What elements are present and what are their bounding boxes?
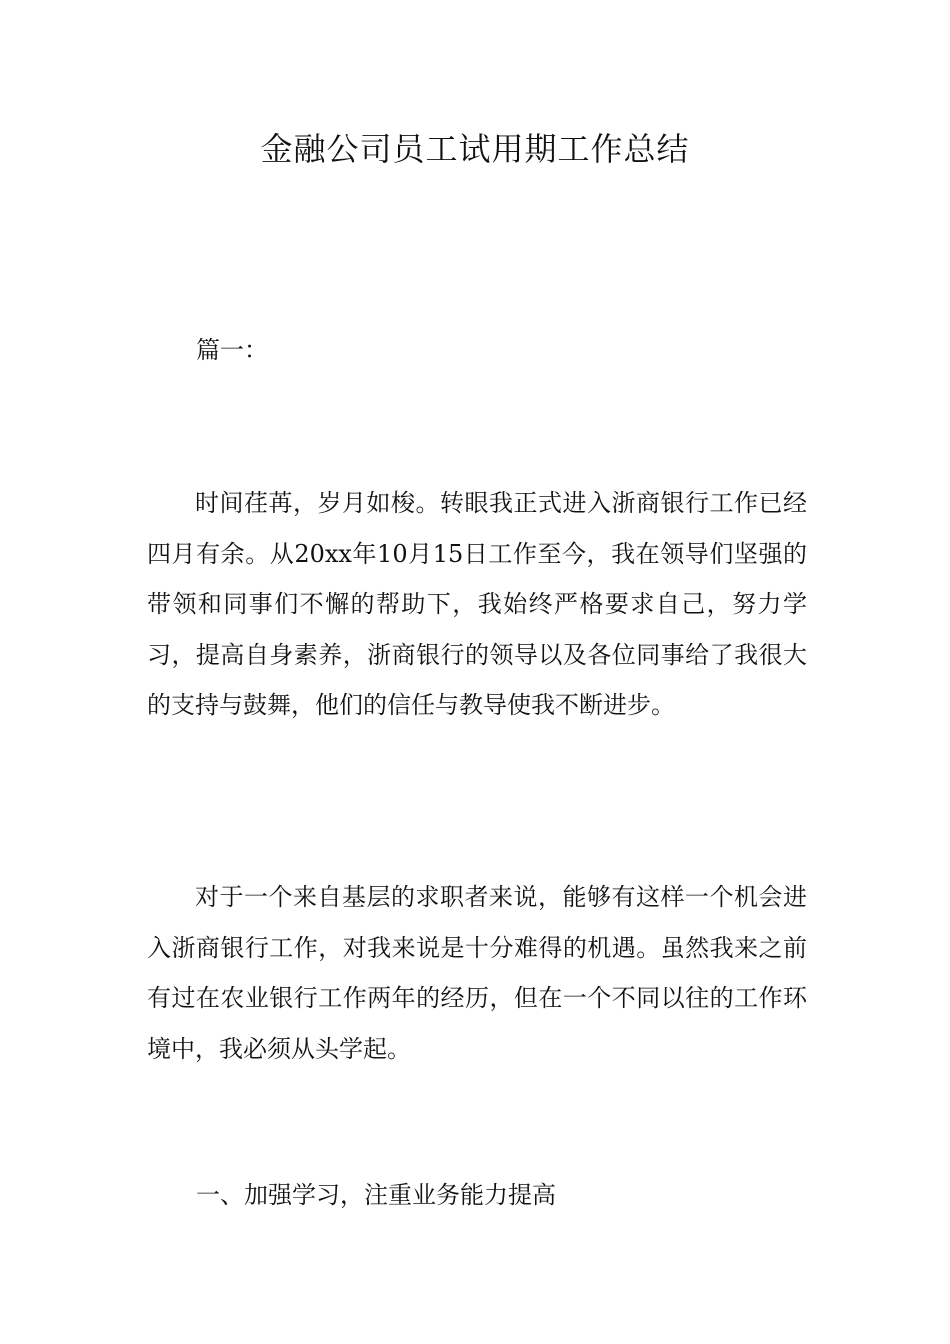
document-title: 金融公司员工试用期工作总结 [260,130,690,168]
section-label: 篇一： [196,336,268,364]
body-paragraph: 时间荏苒，岁月如梭。转眼我正式进入浙商银行工作已经四月有余。从20xx年10月15日工作至今，我在领导们坚强的带领和同事们不懈的帮助下，我始终严格要求自己，努力学习，提高自身素养，浙商银行的领导以及各位同事给了我很大的支持与鼓舞，他们的信任与教导使我不断进步。 [147,489,807,719]
body-paragraph: 对于一个来自基层的求职者来说，能够有这样一个机会进入浙商银行工作，对我来说是十分难得的机遇。虽然我来之前有过在农业银行工作两年的经历，但在一个不同以往的工作环境中，我必须从头学起。 [147,883,807,1063]
section-heading: 一、加强学习，注重业务能力提高 [196,1181,556,1209]
